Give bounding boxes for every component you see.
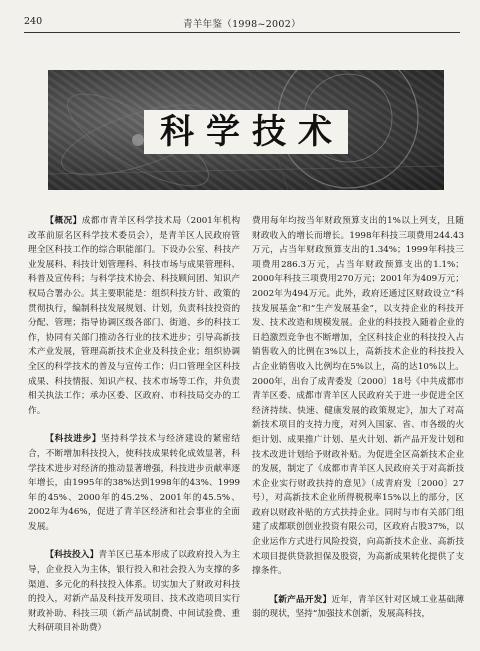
running-title: 青羊年鉴（1998~2002） (183, 19, 301, 30)
text-tech-investment: 青羊区已基本形成了以政府投入为主导，企业投入为主体，银行投入和社会投入为支撑的多渠道、多元化的科技投入体系。切实加大了财政对科技的投入，对新产品及科技开发项目、技术改造项目实行财政补助、科技三项（新产品试制费、中间试验费、重大科研项目补助费） (28, 550, 241, 634)
heading-tech-investment: 【科技投入】 (45, 550, 99, 561)
section-gap (28, 534, 240, 548)
page-number: 240 (24, 16, 43, 27)
section-gap (28, 418, 240, 432)
paragraph-tech-progress (28, 432, 240, 534)
section-title-text: 科学技术 (144, 110, 348, 154)
paragraph-tech-investment (28, 548, 240, 636)
section-banner (48, 70, 444, 190)
section-gap (252, 579, 464, 593)
text-overview: 成都市青羊区科学技术局（2001年机构改革前原名区科学技术委员会），是青羊区人民政府管理全区科技工作的综合职能部门。下设办公室、科技产业发展科、科技计划管理科、科技市场与成果管理科、科普及宣传科；与科学技术协会、科技顾问团、知识产权局合署办公。其主要职能是：组织科技方针、政策的贯彻执行，编制科技发展规划、计划，负责科技投资的分配、管理；指导协调区级各部门、街道、乡的科技工作，协同有关部门推动各行业的技术进步；引导高新技术产业发展，管理高新技术企业及科技企业；组织协调全区的科学技术的普及与宣传工作；归口管理全区科技成果、科技情报、知识产权、技术市场等工作，并负责相关执法工作；承办区委、区政府、市科技局交办的工作。 (28, 216, 241, 416)
paragraph-new-products (252, 593, 464, 622)
running-header (24, 14, 460, 33)
heading-tech-progress: 【科技进步】 (45, 434, 102, 445)
paragraph-investment-continued: 费用每年均按当年财政预算支出的1%以上列支，且随财政收入的增长而增长。1998年科技三项费用244.43万元，占当年财政预算支出的1.34%；1999年科技三项费用286.3万元，占当年财政预算支出的1.1%；2000年科技三项费用270万元；2001年为409万元；2002年为494万元。此外，政府还通过区财政设立“科技发展基金”和“生产发展基金”，以支持企业的科技开发、技术改造和规模发展。企业的科技投入随着企业的日趋激烈竞争也不断增加，全区科技企业的科技投入占销售收入的比例在3%以上，高新技术企业的科技投入占企业销售收入比例均在5%以上，高的达10%以上。2000年，出台了成青委发〔2000〕18号《中共成都市青羊区委、成都市青羊区人民政府关于进一步促进全区经济持续、快速、健康发展的政策规定》，加大了对高新技术项目的支持力度，对列入国家、省、市各级的火炬计划、成果推广计划、星火计划、新产品开发计划和技术改进计划给予财政补贴。为促进全区高新技术企业的发展，制定了《成都市青羊区人民政府关于对高新技术企业实行财政扶持的意见》（成青府发〔2000〕27号），对高新技术企业所得税税率15%以上的部分，区政府以财政补贴的方式扶持企业。同时与市有关部门组建了成都联创创业投资有限公司，区政府占股37%，以企业运作方式进行风险投资，向高新技术企业、高新技术项目提供贷款担保及股资，为高新成果转化提供了支撑条件。 (252, 216, 464, 577)
text-tech-progress: 坚持科学技术与经济建设的紧密结合，不断增加科技投入，使科技成果转化成效显著，科学技术进步对经济的推动显著增强，科技进步贡献率逐年增长，由1995年的38%达到1998年的43%、1999年的45%、2000年的45.2%、2001年的45.5%、2002年为46%，促进了青羊区经济和社会事业的全面发展。 (28, 434, 241, 532)
paragraph-overview (28, 214, 240, 418)
right-column (252, 214, 464, 622)
heading-overview: 【概况】 (45, 216, 82, 226)
heading-new-products: 【新产品开发】 (269, 594, 332, 605)
left-column (28, 214, 240, 636)
text-new-products: 近年，青羊区针对区域工业基础薄弱的现状，坚持“加强技术创新，发展高科技， (252, 594, 465, 620)
section-title (48, 104, 444, 153)
